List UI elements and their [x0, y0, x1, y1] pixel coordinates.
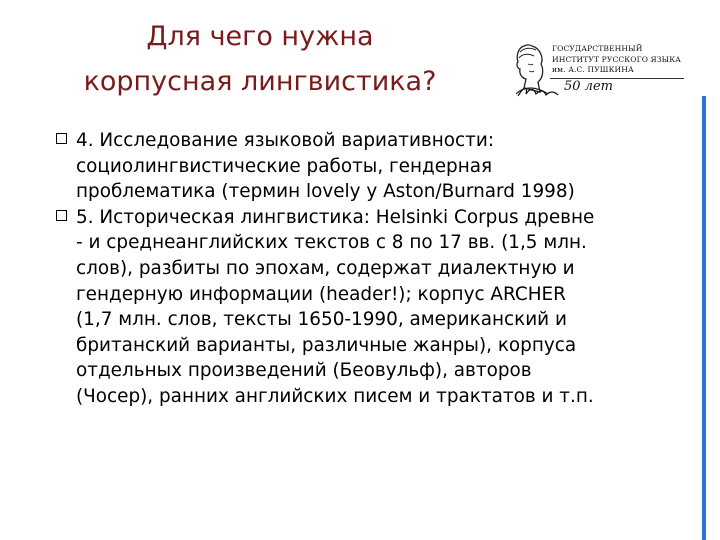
title-line-1: Для чего нужна — [146, 21, 374, 52]
checkbox-bullet-icon — [56, 133, 67, 144]
accent-bar — [702, 96, 706, 540]
list-item — [56, 205, 696, 410]
org-line-2: ИНСТИТУТ РУССКОГО ЯЗЫКА — [552, 54, 682, 64]
institute-logo — [508, 38, 686, 100]
institute-name — [552, 44, 681, 76]
title-line-2: корпусная лингвистика? — [83, 66, 437, 97]
slide-title — [40, 14, 480, 104]
item-line: гендерную информации (header!); корпус ARCHER — [76, 283, 566, 305]
anniversary-text: 50 лет — [564, 79, 613, 94]
item-line: (1,7 млн. слов, тексты 1650-1990, американский и — [76, 309, 567, 331]
item-line: - и среднеанглийских текстов с 8 по 17 вв. (1,5 млн. — [76, 232, 587, 254]
slide-body — [56, 128, 696, 410]
item-line: 4. Исследование языковой вариативности: — [76, 130, 495, 151]
org-line-1: ГОСУДАРСТВЕННЫЙ — [552, 44, 643, 53]
item-line: отдельных произведений (Беовульф), авторов — [76, 360, 532, 382]
item-line: (Чосер), ранних английских писем и трактатов и т.п. — [76, 385, 594, 407]
item-line: 5. Историческая лингвистика: Helsinki Corpus древне — [76, 206, 595, 228]
org-line-3: им. А.С. ПУШКИНА — [552, 65, 634, 74]
item-line: британский варианты, различные жанры), корпуса — [76, 334, 577, 356]
list-item — [56, 128, 696, 205]
item-line: социолингвистические работы, гендерная — [76, 155, 493, 177]
item-line: проблематика (термин lovely у Aston/Burnard 1998) — [76, 181, 575, 203]
checkbox-bullet-icon — [56, 210, 67, 221]
item-line: слов), разбиты по эпохам, содержат диалектную и — [76, 257, 575, 279]
